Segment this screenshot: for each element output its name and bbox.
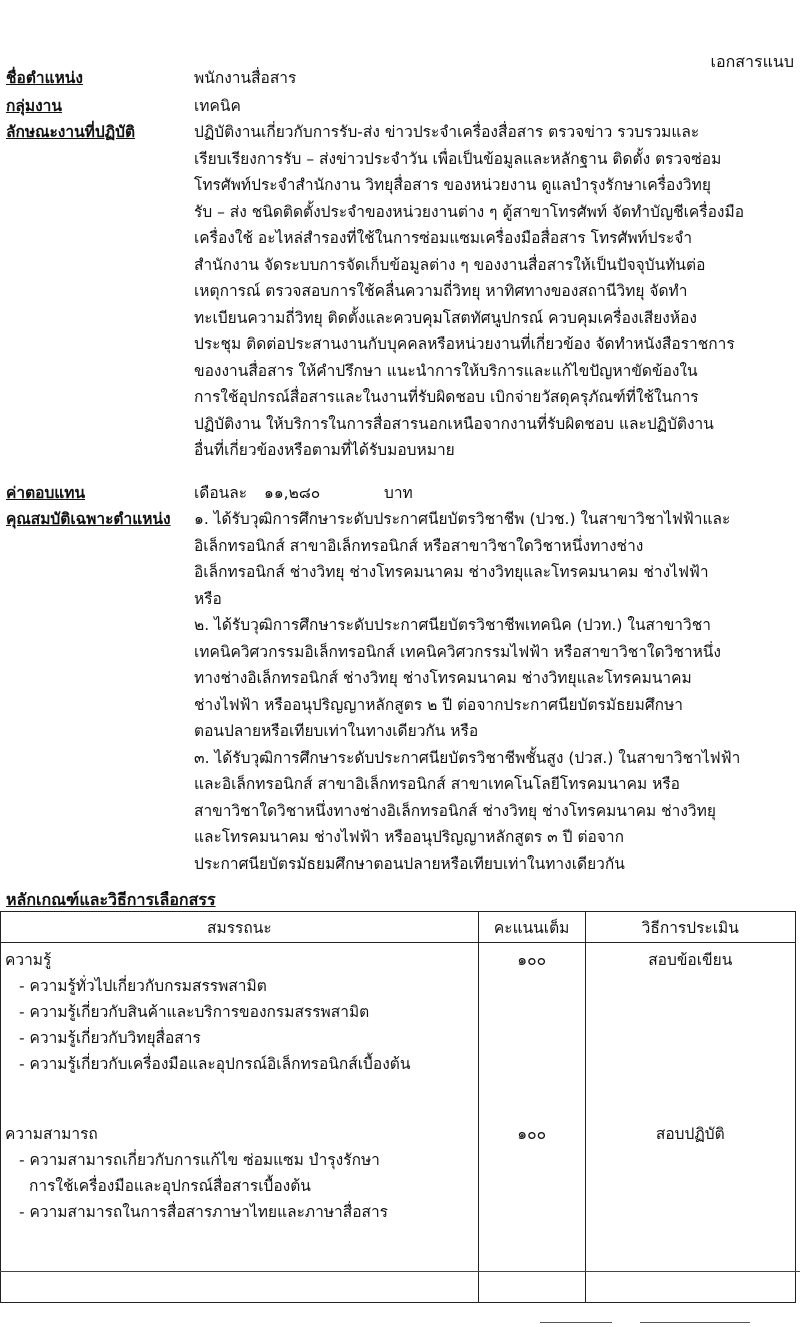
duties-line: เครื่องใช้ อะไหล่สำรองที่ใช้ในการซ่อมแซมเครื่องมือสื่อสาร โทรศัพท์ประจำ xyxy=(194,229,693,247)
position-value: พนักงานสื่อสาร xyxy=(194,69,297,87)
duties-line: ปฏิบัติงาน ให้บริการในการสื่อสารนอกเหนือจากงานที่รับผิดชอบ และปฏิบัติงาน xyxy=(194,414,714,433)
qualification-line: ประกาศนียบัตรมัธยมศึกษาตอนปลายหรือเทียบเท่าในทางเดียวกัน xyxy=(194,854,625,873)
competency-item: - ความรู้เกี่ยวกับวิทยุสื่อสาร xyxy=(19,1029,201,1047)
duties-line: การใช้อุปกรณ์สื่อสารและในงานที่รับผิดชอบ เบิกจ่ายวัสดุครุภัณฑ์ที่ใช้ในการ xyxy=(194,388,699,406)
criteria-row-ability xyxy=(1,1120,796,1303)
compensation-prefix: เดือนละ xyxy=(194,484,248,502)
competency-cell xyxy=(1,943,479,1121)
competency-category: ความรู้ xyxy=(5,951,52,969)
duties-line: เหตุการณ์ ตรวจสอบการใช้คลื่นความถี่วิทยุ หาทิศทางของสถานีวิทยุ จัดทำ xyxy=(194,282,688,300)
score-cell: ๑๐๐ xyxy=(478,943,585,1121)
criteria-header-row xyxy=(1,912,796,943)
qualification-line: อิเล็กทรอนิกส์ สาขาอิเล็กทรอนิกส์ หรือสาขาวิชาใดวิชาหนึ่งทางช่าง xyxy=(194,536,644,555)
criteria-table xyxy=(0,911,796,1303)
qualification-line: ทางช่างอิเล็กทรอนิกส์ ช่างวิทยุ ช่างโทรคมนาคม ช่างวิทยุและโทรคมนาคม xyxy=(194,669,692,687)
qualification-line: ๓. ได้รับวุฒิการศึกษาระดับประกาศนียบัตรวิชาชีพชั้นสูง (ปวส.) ในสาขาวิชาไฟฟ้า xyxy=(194,748,741,767)
qualification-line: ช่างไฟฟ้า หรืออนุปริญญาหลักสูตร ๒ ปี ต่อจากประกาศนียบัตรมัธยมศึกษา xyxy=(194,695,683,714)
qualification-line: ตอนปลายหรือเทียบเท่าในทางเดียวกัน หรือ xyxy=(194,722,479,740)
header-method: วิธีการประเมิน xyxy=(585,912,795,943)
competency-item: - ความรู้ทั่วไปเกี่ยวกับกรมสรรพสามิต xyxy=(19,977,267,995)
group-label: กลุ่มงาน xyxy=(6,97,62,115)
qualification-line: หรือ xyxy=(194,589,222,608)
compensation-unit: บาท xyxy=(384,484,413,502)
group-value: เทคนิค xyxy=(194,97,241,115)
compensation-label: ค่าตอบแทน xyxy=(6,484,86,502)
qualifications-text xyxy=(194,506,740,877)
duties-line: สำนักงาน จัดระบบการจัดเก็บข้อมูลต่าง ๆ ของงานสื่อสารให้เป็นปัจจุบันทันต่อ xyxy=(194,255,706,274)
header-competency: สมรรถนะ xyxy=(1,912,479,943)
header-full-score: คะแนนเต็ม xyxy=(478,912,585,943)
competency-category: ความสามารถ xyxy=(5,1125,98,1143)
qualification-line: อิเล็กทรอนิกส์ ช่างวิทยุ ช่างโทรคมนาคม ช่างวิทยุและโทรคมนาคม ช่างไฟฟ้า xyxy=(194,563,709,581)
duties-line: อื่นที่เกี่ยวข้องหรือตามที่ได้รับมอบหมาย xyxy=(194,441,455,459)
duties-line: เรียบเรียงการรับ – ส่งข่าวประจำวัน เพื่อเป็นข้อมูลและหลักฐาน ติดตั้ง ตรวจซ่อม xyxy=(194,149,722,168)
competency-cell xyxy=(1,1120,479,1303)
method-cell: สอบข้อเขียน xyxy=(585,943,795,1121)
duties-line: โทรศัพท์ประจำสำนักงาน วิทยุสื่อสาร ของหน่วยงาน ดูแลบำรุงรักษาเครื่องวิทยุ xyxy=(194,176,711,194)
duties-line: ประชุม ติดต่อประสานงานกับบุคคลหรือหน่วยงานที่เกี่ยวข้อง จัดทำหนังสือราชการ xyxy=(194,335,735,353)
scan-mark xyxy=(540,1322,612,1323)
duties-line: รับ – ส่ง ชนิดติดตั้งประจำของหน่วยงานต่าง ๆ ตู้สาขาโทรศัพท์ จัดทำบัญชีเครื่องมือ xyxy=(194,202,745,221)
attachment-label: เอกสารแนบ xyxy=(710,52,794,71)
duties-text xyxy=(194,119,744,464)
duties-line: ปฏิบัติงานเกี่ยวกับการรับ-ส่ง ข่าวประจำเครื่องสื่อสาร ตรวจข่าว รวบรวมและ xyxy=(194,123,700,141)
compensation-amount: ๑๑,๒๘๐ xyxy=(264,484,321,502)
competency-item: - ความสามารถเกี่ยวกับการแก้ไข ซ่อมแซม บำรุงรักษา xyxy=(19,1151,380,1169)
criteria-title: หลักเกณฑ์และวิธีการเลือกสรร xyxy=(6,890,216,909)
qualification-line: สาขาวิชาใดวิชาหนึ่งทางช่างอิเล็กทรอนิกส์ ช่างวิทยุ ช่างโทรคมนาคม ช่างวิทยุ xyxy=(194,801,716,820)
method-cell: สอบปฏิบัติ xyxy=(585,1120,795,1303)
duties-label: ลักษณะงานที่ปฏิบัติ xyxy=(6,123,136,141)
qualification-line: เทคนิควิศวกรรมอิเล็กทรอนิกส์ เทคนิควิศวกรรมไฟฟ้า หรือสาขาวิชาใดวิชาหนึ่ง xyxy=(194,642,721,661)
qualifications-label: คุณสมบัติเฉพาะตำแหน่ง xyxy=(6,510,171,528)
bottom-rule xyxy=(0,1271,800,1272)
duties-line: ของงานสื่อสาร ให้คำปรึกษา แนะนำการให้บริการและแก้ไขปัญหาขัดข้องใน xyxy=(194,361,698,380)
competency-item: - ความรู้เกี่ยวกับสินค้าและบริการของกรมสรรพสามิต xyxy=(19,1003,370,1021)
qualification-line: ๑. ได้รับวุฒิการศึกษาระดับประกาศนียบัตรวิชาชีพ (ปวช.) ในสาขาวิชาไฟฟ้าและ xyxy=(194,510,731,528)
competency-item: - ความรู้เกี่ยวกับเครื่องมือและอุปกรณ์อิเล็กทรอนิกส์เบื้องต้น xyxy=(19,1055,411,1073)
criteria-row-knowledge xyxy=(1,943,796,1121)
competency-item: การใช้เครื่องมือและอุปกรณ์สื่อสารเบื้องต้น xyxy=(29,1177,311,1195)
scan-mark xyxy=(640,1322,750,1323)
duties-line: ทะเบียนความถี่วิทยุ ติดตั้งและควบคุมโสตทัศนูปกรณ์ ควบคุมเครื่องเสียงห้อง xyxy=(194,308,697,327)
score-cell: ๑๐๐ xyxy=(478,1120,585,1303)
qualification-line: และโทรคมนาคม ช่างไฟฟ้า หรืออนุปริญญาหลักสูตร ๓ ปี ต่อจาก xyxy=(194,828,624,846)
qualification-line: ๒. ได้รับวุฒิการศึกษาระดับประกาศนียบัตรวิชาชีพเทคนิค (ปวท.) ในสาขาวิชา xyxy=(194,616,711,634)
competency-item: - ความสามารถในการสื่อสารภาษาไทยและภาษาสื่อสาร xyxy=(19,1203,388,1221)
qualification-line: และอิเล็กทรอนิกส์ สาขาอิเล็กทรอนิกส์ สาขาเทคโนโลยีโทรคมนาคม หรือ xyxy=(194,775,680,793)
position-label: ชื่อตำแหน่ง xyxy=(6,69,83,87)
